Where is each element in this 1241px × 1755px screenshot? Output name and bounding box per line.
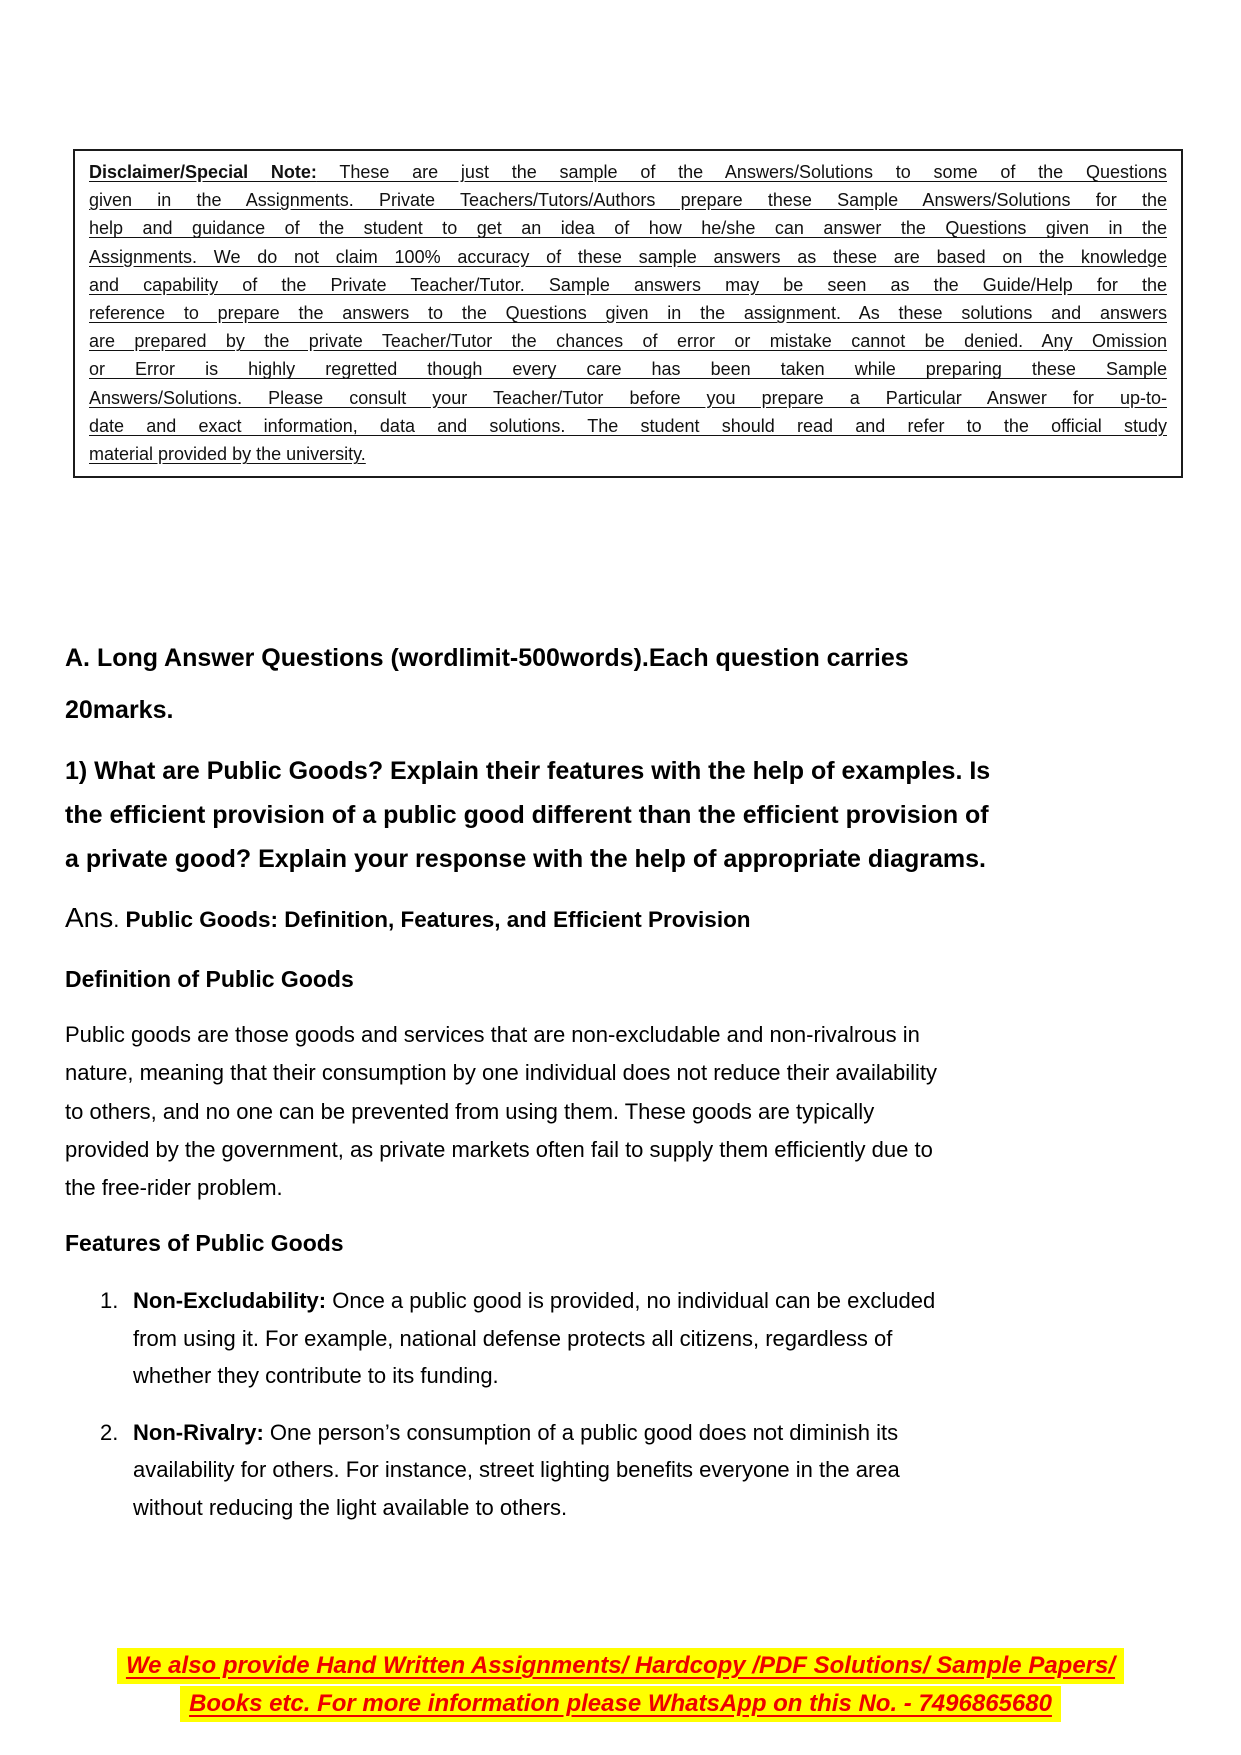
list-item-text: Once a public good is provided, no individual can be excluded bbox=[326, 1288, 936, 1313]
definition-paragraph bbox=[65, 1016, 937, 1207]
list-item-number: 2. bbox=[100, 1419, 119, 1445]
list-item-body bbox=[133, 1282, 935, 1395]
list-item-line: from using it. For example, national defense protects all citizens, regardless of bbox=[133, 1325, 893, 1351]
question-1-line: the efficient provision of a public good different than the efficient provision of bbox=[65, 801, 989, 829]
features-heading: Features of Public Goods bbox=[65, 1230, 344, 1256]
list-item-line bbox=[133, 1414, 935, 1452]
paragraph-line: nature, meaning that their consumption by one individual does not reduce their availability bbox=[65, 1060, 937, 1086]
list-item bbox=[100, 1282, 935, 1395]
footer-line: Books etc. For more information please WhatsApp on this No. - 7496865680 bbox=[180, 1686, 1061, 1722]
answer-separator: . bbox=[113, 907, 126, 932]
disclaimer-line: or Error is highly regretted though every care has been taken while preparing these Sample bbox=[89, 359, 1167, 380]
list-item-number: 1. bbox=[100, 1288, 119, 1313]
answer-heading bbox=[65, 902, 751, 934]
answer-label: Ans bbox=[65, 902, 114, 933]
list-item-body bbox=[133, 1414, 935, 1527]
disclaimer-box bbox=[73, 149, 1183, 478]
disclaimer-line: Answers/Solutions. Please consult your Teacher/Tutor before you prepare a Particular Answer for up-to- bbox=[89, 387, 1167, 408]
list-item bbox=[100, 1414, 935, 1527]
list-item-label: Non-Excludability: bbox=[133, 1288, 327, 1313]
list-item-text: One person’s consumption of a public good does not diminish its bbox=[263, 1419, 899, 1445]
definition-heading: Definition of Public Goods bbox=[65, 966, 354, 992]
list-item-line: without reducing the light available to others. bbox=[133, 1494, 568, 1520]
list-item-line bbox=[133, 1282, 935, 1320]
paragraph-line: the free-rider problem. bbox=[65, 1175, 283, 1201]
section-a-heading bbox=[65, 632, 909, 736]
disclaimer-line: reference to prepare the answers to the Questions given in the assignment. As these solutions and answers bbox=[89, 303, 1167, 324]
disclaimer-line bbox=[89, 158, 1167, 186]
disclaimer-line-rest: These are just the sample of the Answers/Solutions to some of the Questions bbox=[316, 162, 1167, 182]
paragraph-line: Public goods are those goods and services that are non-excludable and non-rivalrous in bbox=[65, 1022, 920, 1047]
question-1-heading bbox=[65, 749, 990, 881]
disclaimer-line: are prepared by the private Teacher/Tutor the chances of error or mistake cannot be denied. Any Omission bbox=[89, 331, 1167, 352]
paragraph-line: provided by the government, as private markets often fail to supply them efficiently due to bbox=[65, 1136, 933, 1162]
disclaimer-line: Assignments. We do not claim 100% accuracy of these sample answers as these are based on the knowledge bbox=[89, 246, 1167, 267]
list-item-line: whether they contribute to its funding. bbox=[133, 1363, 499, 1388]
section-a-heading-line: 20marks. bbox=[65, 696, 174, 724]
footer-banner bbox=[0, 1648, 1241, 1724]
question-1-line: 1) What are Public Goods? Explain their features with the help of examples. Is bbox=[65, 757, 991, 785]
disclaimer-prefix: Disclaimer/Special Note: bbox=[89, 162, 317, 182]
feature-list bbox=[100, 1282, 935, 1526]
list-item-line: availability for others. For instance, street lighting benefits everyone in the area bbox=[133, 1457, 900, 1482]
disclaimer-line: given in the Assignments. Private Teachers/Tutors/Authors prepare these Sample Answers/Solutions for the bbox=[89, 190, 1167, 211]
answer-title: Public Goods: Definition, Features, and Efficient Provision bbox=[125, 907, 751, 932]
disclaimer-line: and capability of the Private Teacher/Tutor. Sample answers may be seen as the Guide/Help for the bbox=[89, 274, 1167, 295]
section-a-heading-line: A. Long Answer Questions (wordlimit-500words).Each question carries bbox=[65, 644, 909, 672]
question-1-line: a private good? Explain your response with the help of appropriate diagrams. bbox=[65, 845, 986, 873]
disclaimer-line: date and exact information, data and solutions. The student should read and refer to the official study bbox=[89, 415, 1167, 436]
paragraph-line: to others, and no one can be prevented from using them. These goods are typically bbox=[65, 1098, 875, 1124]
disclaimer-line: material provided by the university. bbox=[89, 444, 366, 465]
list-item-label: Non-Rivalry: bbox=[133, 1419, 264, 1445]
disclaimer-line: help and guidance of the student to get an idea of how he/she can answer the Questions given in the bbox=[89, 218, 1167, 239]
footer-line: We also provide Hand Written Assignments/ Hardcopy /PDF Solutions/ Sample Papers/ bbox=[117, 1648, 1124, 1684]
